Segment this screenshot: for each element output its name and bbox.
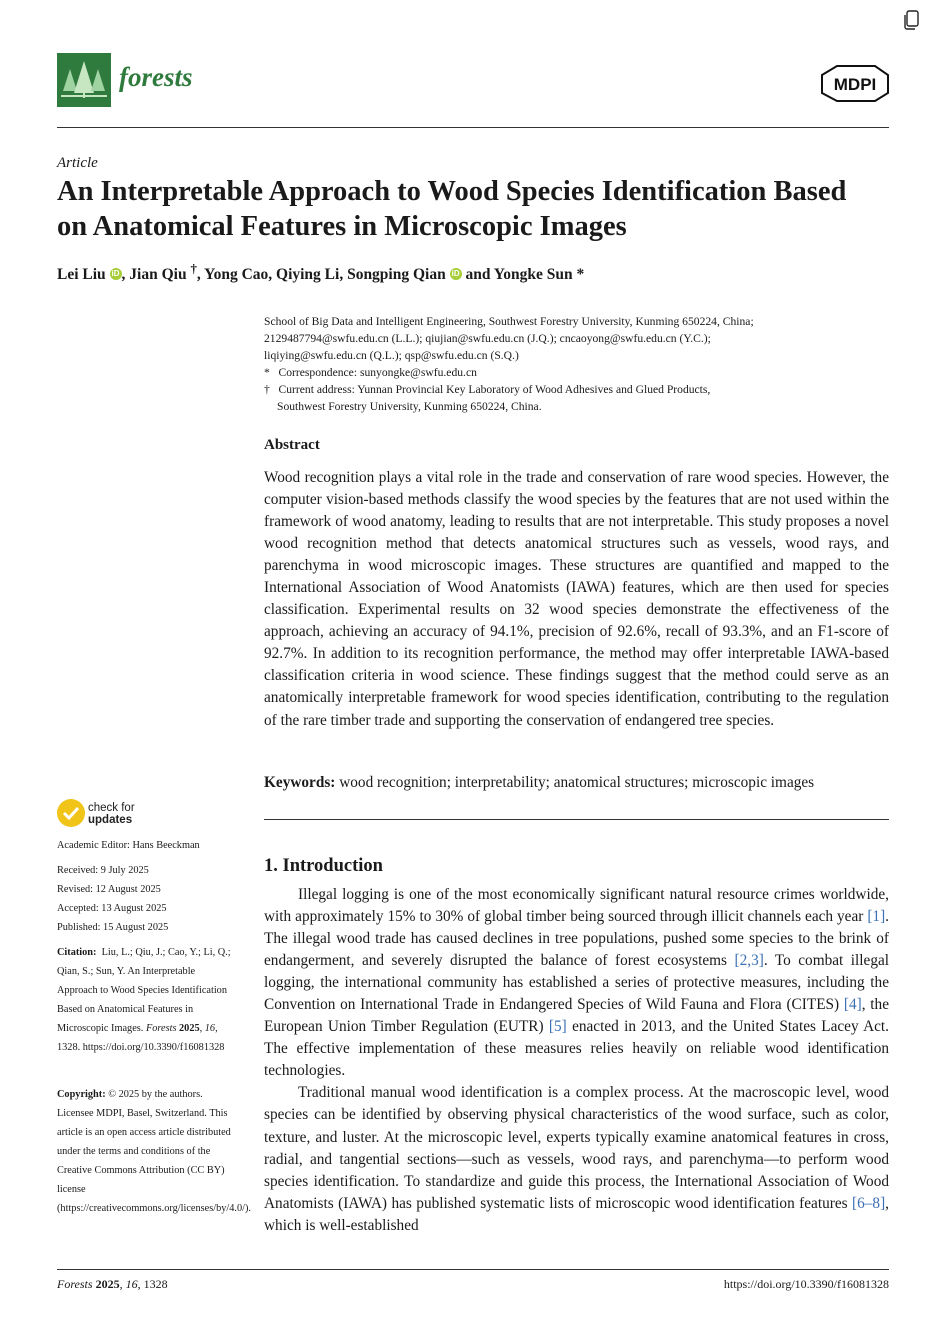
footnote-mark: * [264, 365, 270, 379]
check-updates-icon[interactable] [57, 799, 85, 827]
journal-logo [57, 53, 111, 107]
footer-volume: 16 [125, 1277, 138, 1291]
footer-journal: Forests [57, 1277, 93, 1291]
orcid-icon[interactable]: iD [451, 269, 460, 279]
section-heading: 1. Introduction [264, 856, 383, 876]
author-list [57, 261, 584, 284]
correspondence [264, 365, 889, 382]
date-revised: Revised: 12 August 2025 [57, 884, 161, 895]
citation-link[interactable]: [5] [548, 1018, 567, 1036]
footer-year: 2025 [95, 1277, 120, 1291]
orcid-icon[interactable]: iD [111, 269, 120, 279]
abstract-heading: Abstract [264, 437, 320, 453]
footer-citation: Forests 2025, 16, 1328 [57, 1277, 168, 1291]
date-published: Published: 15 August 2025 [57, 922, 169, 933]
citation-link[interactable]: [4] [843, 996, 862, 1014]
affiliation-line: School of Big Data and Intelligent Engineering, Southwest Forestry University, Kunming 650224, China; [264, 315, 754, 328]
check-updates-label: check for [88, 802, 135, 814]
journal-name: forests [119, 62, 193, 92]
citation-volume: 16 [204, 1023, 216, 1034]
publisher-name: MDPI [833, 75, 877, 94]
citation-link[interactable]: [6–8] [852, 1194, 886, 1212]
author-name[interactable]: , Jian Qiu [121, 266, 187, 284]
publication-dates [57, 861, 247, 937]
article-title [57, 174, 907, 244]
article-type: Article [57, 155, 98, 171]
citation-year: 2025 [179, 1023, 200, 1034]
publisher-logo [820, 63, 890, 108]
footer-rule [57, 1269, 889, 1270]
affiliation-emails[interactable]: 2129487794@swfu.edu.cn (L.L.); qiujian@swfu.edu.cn (J.Q.); cncaoyong@swfu.edu.cn (Y.C.); [264, 331, 711, 345]
date-accepted: Accepted: 13 August 2025 [57, 903, 167, 914]
author-name[interactable]: , Yong Cao, Qiying Li, Songping Qian [196, 266, 446, 284]
date-received: Received: 9 July 2025 [57, 865, 149, 876]
current-address [264, 382, 889, 399]
abstract-text: Wood recognition plays a vital role in the trade and conservation of rare wood species. However, the computer vision-based methods classify the wood species by the features that are not used within the framework of wood anatomy, leading to results that are not interpretable. This study proposes a novel wood recognition method that detects anatomical structures such as vessels, wood rays, and parenchyma in wood microscopic images. These structures are quantified and mapped to the International Association of Wood Anatomists (IAWA) features, which are then used for species classification. Experimental results on 32 wood species demonstrate the effectiveness of the approach, achieving an accuracy of 94.1%, precision of 92.6%, recall of 93.3%, and an F1-score of 92.7%. In addition to its recognition performance, the method may offer interpretable IAWA-based classification criteria in wood science. These findings suggest that the method could serve as an anatomically interpretable framework for wood species identification, contributing to the regulation of the rare timber trade and supporting the conservation of endangered tree species. [264, 469, 889, 729]
footer-page: , 1328 [137, 1277, 168, 1291]
copy-icon[interactable] [903, 10, 919, 30]
introduction-text [264, 884, 889, 1237]
keywords [264, 774, 814, 792]
copyright-label: Copyright: [57, 1089, 106, 1100]
author-name[interactable]: and Yongke Sun * [465, 266, 585, 284]
paragraph: Traditional manual wood identification is a complex process. At the macroscopic level, wood species can be identified by observing physical characteristics of the wood surface, such as color, texture, and luster. At the microscopic level, experts typically examine anatomical features in cross, radial, and tangential sections—such as vessels, wood rays, and parenchyma—to perform wood species identification. To standardize and guide this process, the International Association of Wood Anatomists (IAWA) has published systematic lists of microscopic wood identification features [6–8], which is well-established [264, 1084, 889, 1234]
citation-text: Liu, L.; Qiu, J.; Cao, Y.; Li, Q.; Qian, S.; Sun, Y. An Interpretable Approach to Wood Species Identification Based on Anatomical Features in Microscopic Images. [57, 947, 231, 1034]
copyright [57, 1085, 251, 1218]
title-line-2: on Anatomical Features in Microscopic Images [57, 211, 627, 242]
title-line-1: An Interpretable Approach to Wood Species Identification Based [57, 176, 847, 207]
citation-link[interactable]: [2,3] [734, 952, 764, 970]
footer-doi[interactable]: https://doi.org/10.3390/f16081328 [723, 1277, 889, 1291]
affiliation-emails[interactable]: liqiying@swfu.edu.cn (Q.L.); qsp@swfu.edu.cn (S.Q.) [264, 348, 519, 362]
author-name[interactable]: Lei Liu [57, 266, 106, 284]
check-updates-label: updates [88, 814, 133, 826]
header-rule [57, 127, 889, 128]
copyright-text: © 2025 by the authors. Licensee MDPI, Basel, Switzerland. This article is an open access article distributed under the terms and conditions of the Creative Commons Attribution (CC BY) license (https://creativecommons.org/licenses/by/4.0/). [57, 1089, 251, 1214]
trees-icon [57, 53, 111, 107]
citation-link[interactable]: [1] [867, 908, 886, 926]
citation-doi[interactable]: , 1328. https://doi.org/10.3390/f16081328 [57, 1023, 225, 1053]
current-address-text: Southwest Forestry University, Kunming 650224, China. [277, 399, 542, 413]
footnote-mark: † [264, 382, 270, 396]
paragraph: Illegal logging is one of the most economically significant natural resource crimes worldwide, with approximately 15% to 30% of global timber being sourced through illicit channels each year [1]. The illegal wood trade has caused declines in tree populations, pushed some species to the brink of endangerment, and severely disrupted the balance of forest ecosystems [2,3]. To combat illegal logging, the international community has established a series of protective measures, including the Convention on International Trade in Endangered Species of Wild Fauna and Flora (CITES) [4], the European Union Timber Regulation (EUTR) [5] enacted in 2013, and the United States Lacey Act. The effective implementation of these measures relies heavily on reliable wood identification technologies. [264, 886, 890, 1080]
correspondence-text[interactable]: Correspondence: sunyongke@swfu.edu.cn [278, 365, 477, 379]
current-address-text: Current address: Yunnan Provincial Key Laboratory of Wood Adhesives and Glued Products, [278, 382, 711, 396]
check-updates-button[interactable] [88, 802, 135, 826]
footnote-mark: † [190, 261, 197, 276]
citation-journal: Forests [145, 1023, 177, 1034]
citation-label: Citation: [57, 947, 97, 958]
academic-editor: Academic Editor: Hans Beeckman [57, 840, 200, 851]
citation: Citation: Liu, L.; Qiu, J.; Cao, Y.; Li, Q.; Qian, S.; Sun, Y. An Interpretable Approach to Wood Species Identification Based on Anatomical Features in Microscopic Images. Forests 2025, 16, 1328. https://doi.org/10.3390/f16081328 [57, 947, 231, 1053]
keywords-label: Keywords: [264, 774, 336, 791]
keywords-text: wood recognition; interpretability; anatomical structures; microscopic images [339, 774, 815, 791]
section-rule [264, 819, 889, 820]
affiliations [264, 314, 889, 415]
